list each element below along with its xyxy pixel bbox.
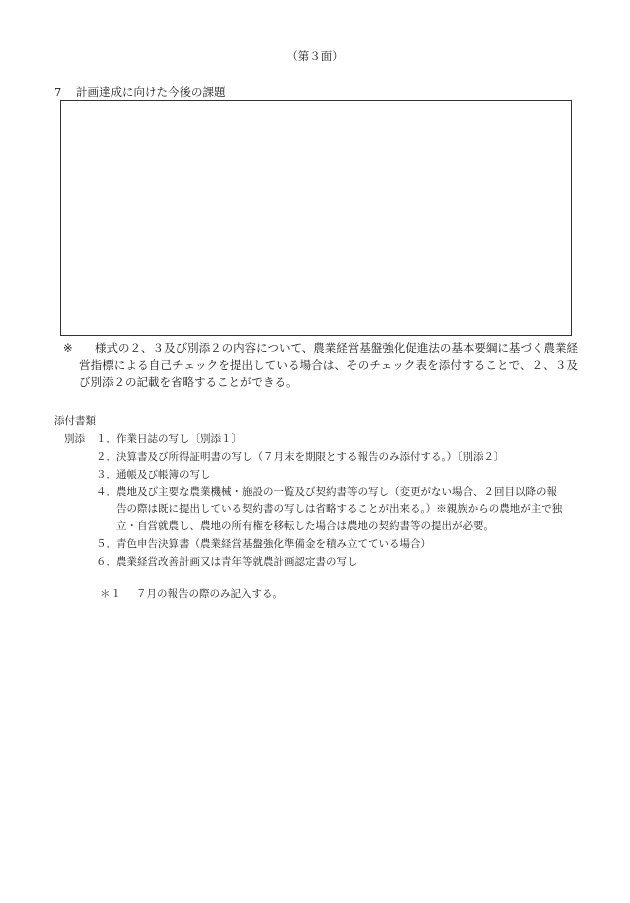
footnote-text: ７月の報告の際のみ記入する。 (136, 588, 283, 600)
attachment-item (96, 553, 566, 571)
answer-box[interactable] (60, 100, 572, 336)
attachment-text: 通帳及び帳簿の写し (116, 469, 211, 481)
attachment-number: ３． (96, 469, 117, 481)
note-text: 様式の２、３及び別添２の内容について、農業経営基盤強化促進法の基本要綱に基づく農業経営指標による自己チェックを提出している場合は、そのチェック表を添付することで、２、３及び別添２の記載を省略することができる。 (79, 341, 578, 389)
attachment-text: 作業日誌の写し〔別添１〕 (116, 433, 242, 445)
attachment-number: １． (96, 433, 117, 445)
attachment-text: 農地及び主要な農業機械・施設の一覧及び契約書等の写し（変更がない場合、２回目以降の報告の際は既に提出している契約書の写しは省略することが出来る。）※親族からの農地が主で独立・自営就農し、農地の所有権を移転した場合は農地の契約書等の提出が必要。 (116, 486, 563, 532)
attachments-title: 添付書類 (54, 415, 96, 427)
attachment-number: ６． (96, 556, 117, 568)
attachment-text: 青色申告決算書（農業経営基盤強化準備金を積み立てている場合） (116, 538, 431, 550)
attachment-text: 農業経営改善計画又は青年等就農計画認定書の写し (116, 556, 358, 568)
attachments-prefix: 別添 (64, 433, 85, 445)
attachment-item (96, 430, 566, 448)
attachment-item (96, 535, 566, 553)
attachments-list (96, 430, 566, 571)
page-number: （第３面） (286, 49, 344, 63)
attachment-text: 決算書及び所得証明書の写し（７月末を期限とする報告のみ添付する。）〔別添２〕 (116, 451, 505, 463)
attachment-item (96, 466, 566, 484)
attachment-item (96, 448, 566, 466)
section-heading (54, 84, 226, 100)
section-title: 計画達成に向けた今後の課題 (76, 85, 226, 99)
footnote (100, 586, 283, 601)
note-mark: ※ (63, 341, 73, 355)
attachment-number: ５． (96, 538, 117, 550)
attachment-item (96, 484, 566, 535)
section-number: 7 (54, 85, 62, 99)
footnote-mark: ＊１ (100, 588, 121, 600)
attachment-number: ４． (96, 486, 117, 498)
attachment-number: ２． (96, 451, 117, 463)
note (63, 340, 578, 391)
